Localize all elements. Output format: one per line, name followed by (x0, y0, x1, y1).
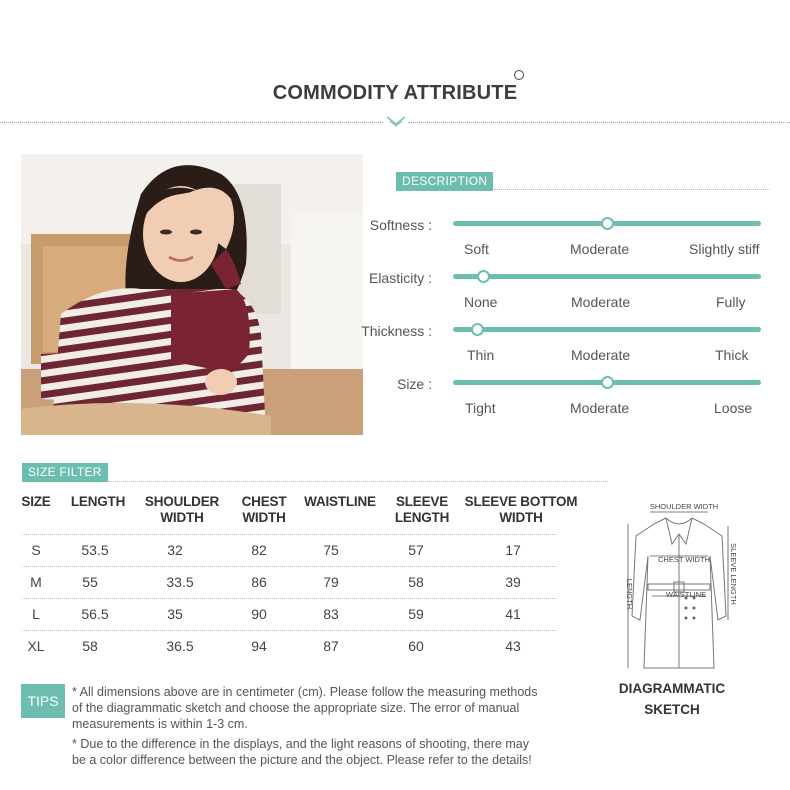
header-chest-width: CHEST WIDTH (241, 494, 287, 525)
description-divider (494, 189, 770, 190)
tips-note-1-line-2: of the diagrammatic sketch and choose the appropriate size. The error of manual (72, 701, 520, 715)
table-cell: 43 (505, 638, 521, 654)
header-divider-right (408, 122, 790, 123)
elasticity-track (453, 274, 761, 279)
header-waistline: WAISTLINE (304, 494, 376, 509)
sketch-caption-line1: DIAGRAMMATIC (618, 681, 726, 696)
table-cell: 82 (251, 542, 267, 558)
page-title: COMMODITY ATTRIBUTE (272, 82, 518, 104)
row-divider (22, 630, 557, 631)
chevron-down-icon (385, 115, 407, 129)
row-divider (22, 598, 557, 599)
table-cell: L (32, 606, 40, 622)
header-size: SIZE (21, 494, 51, 509)
thickness-scale-mid: Moderate (571, 347, 631, 363)
table-cell: 90 (251, 606, 267, 622)
table-cell: 83 (323, 606, 339, 622)
table-cell: 58 (82, 638, 98, 654)
table-cell: S (31, 542, 41, 558)
size-filter-tag: SIZE FILTER (22, 463, 108, 482)
table-cell: 79 (323, 574, 339, 590)
softness-scale-mid: Moderate (570, 241, 630, 257)
sketch-label-waist: WAISTLINE (665, 590, 707, 599)
header-divider-left (0, 122, 383, 123)
table-cell: 36.5 (166, 638, 194, 654)
table-cell: 59 (408, 606, 424, 622)
tips-tag: TIPS (21, 684, 65, 718)
thickness-track (453, 327, 761, 332)
header-sleeve-bottom-width: SLEEVE BOTTOM WIDTH (464, 494, 578, 525)
table-cell: 55 (82, 574, 98, 590)
thickness-knob (471, 323, 484, 336)
header-length: LENGTH (70, 494, 126, 509)
elasticity-scale-max: Fully (716, 294, 746, 310)
header-shoulder-width: SHOULDER WIDTH (144, 494, 220, 525)
description-tag: DESCRIPTION (396, 172, 493, 191)
table-cell: M (30, 574, 42, 590)
diagrammatic-sketch (614, 496, 744, 676)
size-knob (601, 376, 614, 389)
elasticity-label: Elasticity : (368, 270, 432, 286)
thickness-label: Thickness : (361, 323, 432, 339)
sketch-label-chest: CHEST WIDTH (658, 555, 710, 564)
table-cell: 39 (505, 574, 521, 590)
table-cell: 57 (408, 542, 424, 558)
table-cell: 75 (323, 542, 339, 558)
softness-scale-max: Slightly stiff (689, 241, 760, 257)
table-cell: 56.5 (81, 606, 109, 622)
tips-note-1-line-1: * All dimensions above are in centimeter (cm). Please follow the measuring methods (72, 685, 538, 699)
size-scale-max: Loose (714, 400, 753, 416)
size-filter-divider (108, 481, 608, 482)
size-label: Size : (396, 376, 432, 392)
softness-scale-min: Soft (464, 241, 489, 257)
table-cell: 53.5 (81, 542, 109, 558)
table-cell: 33.5 (166, 574, 194, 590)
table-cell: 87 (323, 638, 339, 654)
sketch-label-shoulder: SHOULDER WIDTH (649, 502, 719, 511)
size-scale-min: Tight (465, 400, 496, 416)
tips-note-1-line-3: measurements is within 1-3 cm. (72, 717, 248, 731)
elasticity-scale-min: None (464, 294, 498, 310)
thickness-scale-min: Thin (467, 347, 495, 363)
tips-note-2-line-1: * Due to the difference in the displays, and the light reasons of shooting, there may (72, 737, 529, 751)
sketch-caption-line2: SKETCH (644, 702, 700, 717)
table-cell: 94 (251, 638, 267, 654)
table-cell: 60 (408, 638, 424, 654)
header-sleeve-length: SLEEVE LENGTH (394, 494, 450, 525)
table-cell: 58 (408, 574, 424, 590)
sketch-label-sleeve: SLEEVE LENGTH (729, 543, 738, 605)
elasticity-knob (477, 270, 490, 283)
sketch-label-length: LENGTH (625, 578, 634, 610)
row-divider (22, 566, 557, 567)
table-cell: 86 (251, 574, 267, 590)
size-scale-mid: Moderate (570, 400, 630, 416)
table-cell: XL (27, 638, 45, 654)
table-cell: 32 (167, 542, 183, 558)
table-cell: 17 (505, 542, 521, 558)
table-cell: 35 (167, 606, 183, 622)
product-photo (21, 154, 363, 435)
degree-mark (514, 70, 524, 80)
row-divider (22, 534, 557, 535)
tips-note-2-line-2: be a color difference between the picture and the object. Please refer to the details! (72, 753, 532, 767)
elasticity-scale-mid: Moderate (571, 294, 631, 310)
thickness-scale-max: Thick (715, 347, 749, 363)
softness-label: Softness : (369, 217, 432, 233)
softness-knob (601, 217, 614, 230)
table-cell: 41 (505, 606, 521, 622)
